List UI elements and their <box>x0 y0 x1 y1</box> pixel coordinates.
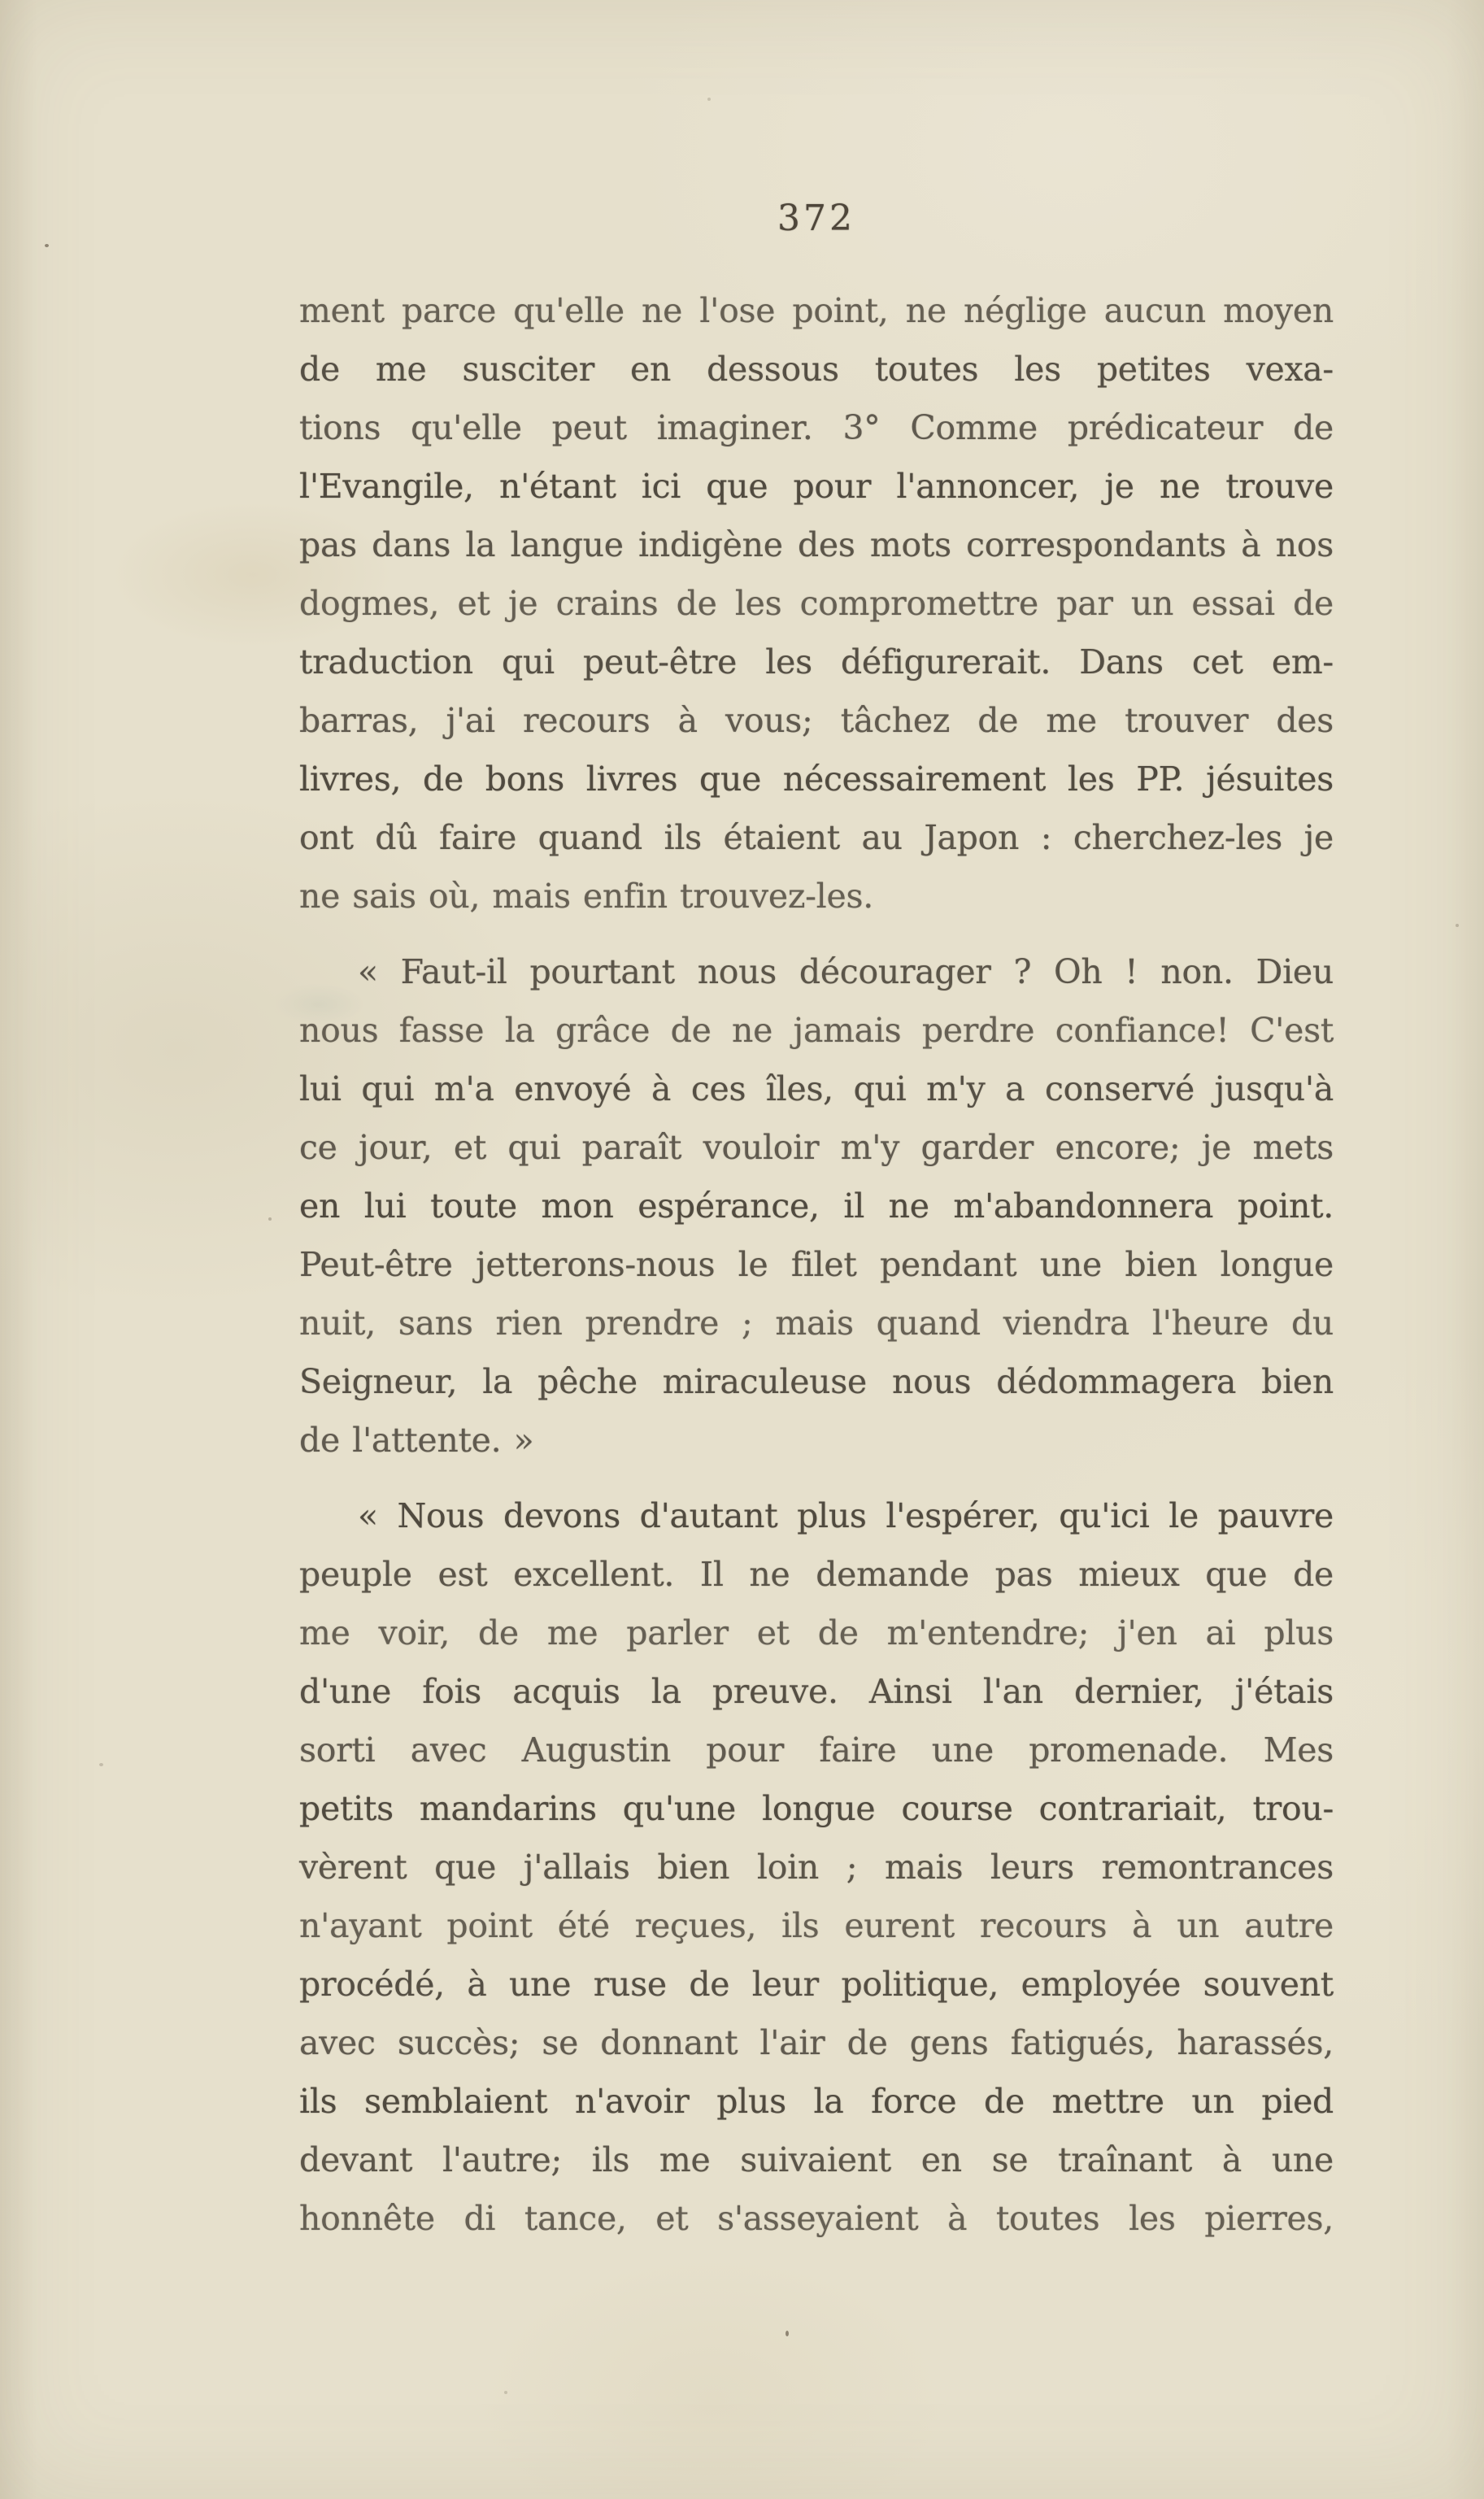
paper-speck <box>504 2391 507 2394</box>
text-line: d'une fois acquis la preuve. Ainsi l'an dernier, j'étais <box>299 1672 1334 1711</box>
text-line: peuple est excellent. Il ne demande pas mieux que de <box>299 1555 1334 1594</box>
text-line: ont dû faire quand ils étaient au Japon : cherchez-les je <box>299 818 1334 857</box>
text-line: dogmes, et je crains de les compromettre par un essai de <box>299 584 1334 623</box>
text-line: de me susciter en dessous toutes les petites vexa- <box>299 350 1334 389</box>
text-line: l'Evangile, n'étant ici que pour l'annoncer, je ne trouve <box>299 467 1334 506</box>
text-line: me voir, de me parler et de m'entendre; j'en ai plus <box>299 1613 1334 1652</box>
text-line: ils semblaient n'avoir plus la force de mettre un pied <box>299 2082 1334 2121</box>
text-line: « Nous devons d'autant plus l'espérer, qu'ici le pauvre <box>358 1496 1334 1535</box>
paper-speck <box>707 98 711 101</box>
text-line: barras, j'ai recours à vous; tâchez de me trouver des <box>299 701 1334 740</box>
paragraph <box>299 1487 1334 2248</box>
text-line: nuit, sans rien prendre ; mais quand viendra l'heure du <box>299 1304 1334 1343</box>
text-line: nous fasse la grâce de ne jamais perdre confiance! C'est <box>299 1011 1334 1050</box>
text-line: pas dans la langue indigène des mots correspondants à nos <box>299 525 1334 564</box>
paper-speck <box>99 1763 103 1766</box>
text-line: sorti avec Augustin pour faire une promenade. Mes <box>299 1731 1334 1770</box>
text-line: en lui toute mon espérance, il ne m'abandonnera point. <box>299 1186 1334 1226</box>
text-line: devant l'autre; ils me suivaient en se traînant à une <box>299 2140 1334 2179</box>
paper-speck <box>786 2331 789 2336</box>
text-line: de l'attente. » <box>299 1421 534 1460</box>
text-line: Seigneur, la pêche miraculeuse nous dédommagera bien <box>299 1362 1334 1401</box>
body-text-block <box>299 281 1334 2248</box>
text-line: n'ayant point été reçues, ils eurent recours à un autre <box>299 1906 1334 1945</box>
text-line: tions qu'elle peut imaginer. 3° Comme prédicateur de <box>299 408 1334 447</box>
text-line: procédé, à une ruse de leur politique, employée souvent <box>299 1965 1334 2004</box>
paper-speck <box>1456 924 1459 927</box>
paragraph <box>299 943 1334 1469</box>
text-line: petits mandarins qu'une longue course contrariait, trou- <box>299 1789 1334 1828</box>
text-line: lui qui m'a envoyé à ces îles, qui m'y a conservé jusqu'à <box>299 1069 1334 1108</box>
text-line: vèrent que j'allais bien loin ; mais leurs remontrances <box>299 1848 1334 1887</box>
text-line: avec succès; se donnant l'air de gens fatigués, harassés, <box>299 2023 1334 2062</box>
text-line: livres, de bons livres que nécessairement les PP. jésuites <box>299 760 1334 799</box>
text-line: Peut-être jetterons-nous le filet pendant une bien longue <box>299 1245 1334 1284</box>
paragraph <box>299 281 1334 925</box>
text-line: traduction qui peut-être les défigurerait. Dans cet em- <box>299 642 1334 681</box>
text-line: ce jour, et qui paraît vouloir m'y garder encore; je mets <box>299 1128 1334 1167</box>
text-line: ne sais où, mais enfin trouvez-les. <box>299 877 873 916</box>
text-line: « Faut-il pourtant nous décourager ? Oh ! non. Dieu <box>358 952 1334 991</box>
text-line: ment parce qu'elle ne l'ose point, ne néglige aucun moyen <box>299 291 1334 330</box>
text-line: honnête di tance, et s'asseyaient à toutes les pierres, <box>299 2199 1334 2238</box>
paper-speck <box>45 244 49 247</box>
paper-speck <box>268 1217 272 1221</box>
page-number: 372 <box>777 198 855 239</box>
